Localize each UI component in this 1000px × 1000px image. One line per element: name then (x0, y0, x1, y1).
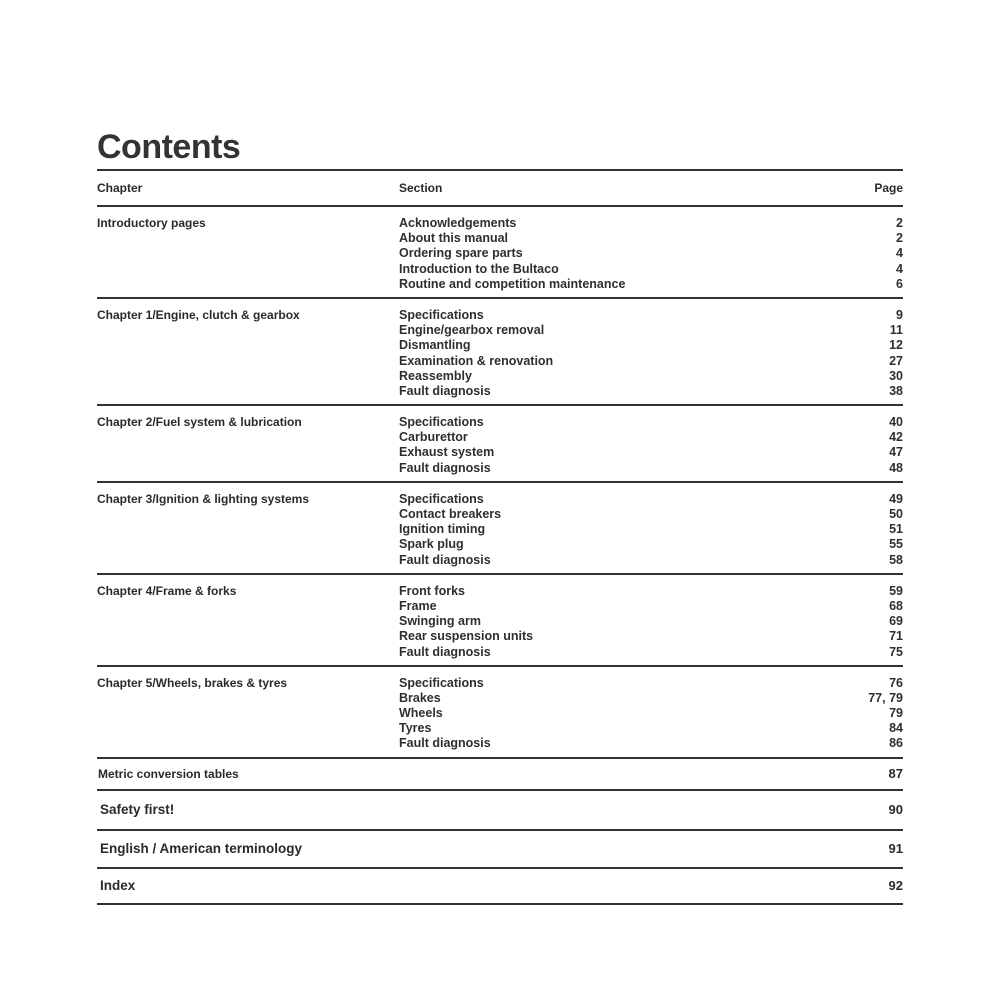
section-entry[interactable]: Introduction to the Bultaco (399, 261, 559, 276)
chapter-name[interactable]: Introductory pages (97, 216, 206, 230)
page-number: 51 (889, 522, 903, 537)
chapter-name[interactable]: Chapter 5/Wheels, brakes & tyres (97, 675, 288, 690)
page-number: 91 (888, 841, 903, 857)
section-entry[interactable]: Specifications (399, 675, 484, 690)
chapter-list (97, 207, 903, 759)
page-number: 30 (889, 368, 903, 383)
section-entry[interactable]: Examination & renovation (399, 353, 554, 368)
extra-entry[interactable] (97, 831, 903, 867)
section-entry[interactable]: Tyres (399, 721, 432, 736)
column-headers (97, 171, 903, 205)
section-list (399, 492, 783, 568)
page-number: 40 (889, 415, 903, 430)
page-number: 11 (889, 323, 903, 338)
page-number-list (783, 492, 903, 568)
section-column-header: Section (399, 181, 443, 195)
section-entry[interactable]: Swinging arm (399, 614, 481, 629)
chapter-block (97, 483, 903, 573)
page-number: 2 (896, 231, 903, 246)
chapter-block (97, 406, 903, 481)
section-entry[interactable]: Specifications (399, 491, 484, 506)
page-number: 84 (889, 721, 903, 736)
page-number: 58 (889, 552, 903, 567)
contents-page (97, 126, 903, 905)
chapter-block (97, 207, 903, 297)
page-number: 68 (889, 598, 903, 613)
page-number-list (783, 415, 903, 476)
section-entry[interactable]: Fault diagnosis (399, 460, 491, 475)
section-list (399, 308, 783, 399)
extra-entry[interactable] (97, 791, 903, 829)
page-number: 90 (888, 802, 903, 818)
section-list (399, 415, 783, 476)
page-number: 12 (889, 338, 903, 353)
chapter-block (97, 299, 903, 404)
page-title: Contents (97, 128, 241, 166)
chapter-name[interactable]: Chapter 3/Ignition & lighting systems (97, 491, 310, 506)
page-column-header: Page (874, 181, 903, 195)
page-number: 4 (896, 246, 903, 261)
extra-entry-label: Metric conversion tables (98, 766, 239, 781)
page-number-list (783, 676, 903, 752)
section-entry[interactable]: Wheels (399, 706, 443, 721)
section-entry[interactable]: Routine and competition maintenance (399, 276, 626, 291)
section-entry[interactable]: Ignition timing (399, 522, 486, 537)
page-number: 42 (889, 430, 903, 445)
extra-entry-label: Safety first! (100, 802, 175, 818)
page-number-list (783, 216, 903, 292)
chapter-block (97, 575, 903, 665)
page-number: 4 (896, 261, 903, 276)
page-number: 75 (889, 644, 903, 659)
page-number: 59 (889, 583, 903, 598)
page-number: 9 (896, 307, 903, 322)
page-number: 27 (889, 353, 903, 368)
section-entry[interactable]: Specifications (399, 415, 484, 430)
section-entry[interactable]: Acknowledgements (399, 216, 517, 230)
section-entry[interactable]: Engine/gearbox removal (399, 323, 545, 338)
chapter-name[interactable]: Chapter 1/Engine, clutch & gearbox (97, 307, 300, 322)
page-number: 87 (888, 766, 903, 782)
section-entry[interactable]: Fault diagnosis (399, 552, 491, 567)
divider (97, 903, 903, 905)
section-entry[interactable]: Brakes (399, 690, 441, 705)
extras-list (97, 759, 903, 905)
page-number: 71 (889, 629, 903, 644)
section-entry[interactable]: Exhaust system (399, 445, 495, 460)
section-entry[interactable]: Frame (399, 598, 437, 613)
section-entry[interactable]: Rear suspension units (399, 629, 534, 644)
page-number: 55 (889, 537, 903, 552)
extra-entry-label: Index (100, 878, 136, 894)
page-number: 47 (889, 445, 903, 460)
section-entry[interactable]: Front forks (399, 583, 465, 598)
page-number: 86 (889, 736, 903, 751)
section-entry[interactable]: Ordering spare parts (399, 246, 523, 261)
page-number: 2 (896, 216, 903, 230)
section-entry[interactable]: About this manual (399, 231, 509, 246)
page-number: 49 (889, 491, 903, 506)
extra-entry[interactable] (97, 869, 903, 903)
section-entry[interactable]: Spark plug (399, 537, 464, 552)
section-entry[interactable]: Specifications (399, 307, 484, 322)
chapter-column-header: Chapter (97, 181, 143, 195)
extra-entry[interactable] (97, 759, 903, 789)
section-list (399, 676, 783, 752)
page-number: 6 (896, 276, 903, 291)
page-number: 92 (888, 878, 903, 894)
page-number-list (783, 308, 903, 399)
extra-entry-label: English / American terminology (100, 841, 303, 857)
section-list (399, 216, 783, 292)
chapter-name[interactable]: Chapter 2/Fuel system & lubrication (97, 415, 302, 430)
section-entry[interactable]: Carburettor (399, 430, 468, 445)
page-number: 79 (889, 706, 903, 721)
section-entry[interactable]: Fault diagnosis (399, 383, 491, 398)
page-number: 77, 79 (868, 690, 903, 705)
page-number-list (783, 584, 903, 660)
page-number: 38 (889, 383, 903, 398)
page-number: 69 (889, 614, 903, 629)
section-entry[interactable]: Dismantling (399, 338, 471, 353)
page-number: 76 (889, 675, 903, 690)
section-entry[interactable]: Fault diagnosis (399, 644, 491, 659)
section-entry[interactable]: Reassembly (399, 368, 472, 383)
section-entry[interactable]: Fault diagnosis (399, 736, 491, 751)
page-number: 48 (889, 460, 903, 475)
section-list (399, 584, 783, 660)
chapter-name[interactable]: Chapter 4/Frame & forks (97, 583, 237, 598)
section-entry[interactable]: Contact breakers (399, 507, 502, 521)
page-number: 50 (889, 507, 903, 521)
chapter-block (97, 667, 903, 757)
